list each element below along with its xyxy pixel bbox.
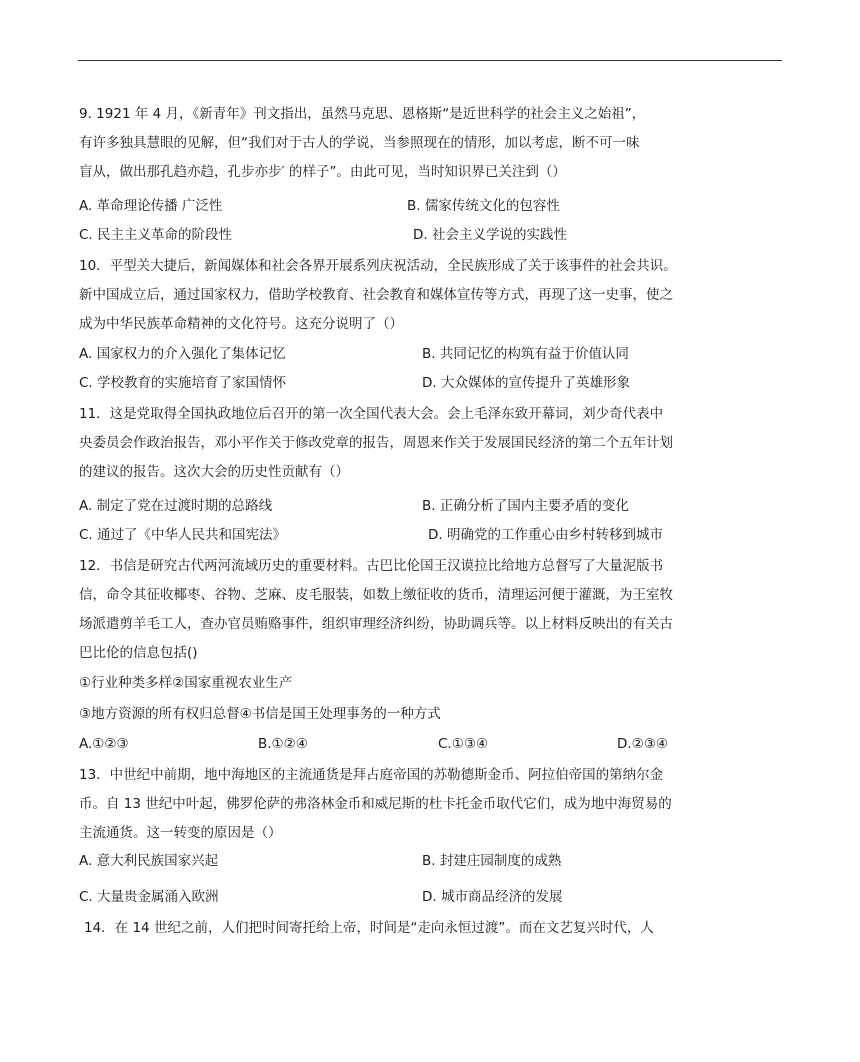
statement-line-2: ③地方资源的所有权归总督④书信是国王处理事务的一种方式: [79, 706, 441, 722]
option-d: D. 社会主义学说的实践性: [413, 227, 567, 243]
question-9-line-2: 有许多独具慧眼的见解，但“我们对于古人的学说，当参照现在的情形，加以考虑，断不可一味: [79, 135, 640, 151]
option-d: D. 城市商品经济的发展: [422, 889, 563, 905]
option-b: B.①②④: [258, 736, 308, 752]
option-a: A. 制定了党在过渡时期的总路线: [79, 498, 273, 514]
question-11-line-2: 央委员会作政治报告，邓小平作关于修改党章的报告，周恩来作关于发展国民经济的第二个五年计划: [79, 435, 673, 451]
question-12-line-1: 12．书信是研究古代两河流域历史的重要材料。古巴比伦国王汉谟拉比给地方总督写了大量泥版书: [79, 558, 664, 574]
option-c: C.①③④: [438, 736, 489, 752]
question-14-line-1: 14．在 14 世纪之前，人们把时间寄托给上帝，时间是“走向永恒过渡”。而在文艺复兴时代，人: [84, 920, 654, 936]
question-9-line-3: 盲从，做出那孔趋亦趋，孔步亦步′ 的样子”。由此可见，当时知识界已关注到（）: [79, 164, 566, 180]
option-a: A. 意大利民族国家兴起: [79, 853, 219, 869]
option-a: A.①②③: [79, 736, 129, 752]
option-c: C. 大量贵金属涌入欧洲: [79, 889, 219, 905]
option-c: C. 学校教育的实施培育了家国情怀: [79, 375, 287, 391]
question-13-line-1: 13．中世纪中前期，地中海地区的主流通货是拜占庭帝国的苏勒德斯金币、阿拉伯帝国的第纳尔金: [79, 767, 664, 783]
question-10-line-1: 10．平型关大捷后，新闻媒体和社会各界开展系列庆祝活动，全民族形成了关于该事件的社会共识。: [79, 258, 677, 274]
question-13-line-2: 币。自 13 世纪中叶起，佛罗伦萨的弗洛林金币和威尼斯的杜卡托金币取代它们，成为地中海贸易的: [79, 796, 672, 812]
question-10-line-2: 新中国成立后，通过国家权力，借助学校教育、社会教育和媒体宣传等方式，再现了这一史事，使之: [79, 287, 673, 303]
question-12-line-2: 信，命令其征收椰枣、谷物、芝麻、皮毛服装，如数上缴征收的货币，清理运河便于灌溉，为王室牧: [79, 587, 673, 603]
option-b: B. 封建庄园制度的成熟: [422, 853, 562, 869]
option-c: C. 民主主义革命的阶段性: [79, 227, 233, 243]
option-d: D. 大众媒体的宣传提升了英雄形象: [422, 375, 630, 391]
option-c: C. 通过了《中华人民共和国宪法》: [79, 527, 287, 543]
option-b: B. 共同记忆的构筑有益于价值认同: [422, 346, 629, 362]
question-12-line-4: 巴比伦的信息包括(): [79, 645, 198, 661]
statement-line-1: ①行业种类多样②国家重视农业生产: [79, 675, 293, 691]
question-11-line-3: 的建议的报告。这次大会的历史性贡献有（）: [79, 464, 349, 480]
option-b: B. 儒家传统文化的包容性: [407, 198, 560, 214]
option-a: A. 革命理论传播 广泛性: [79, 198, 223, 214]
option-b: B. 正确分析了国内主要矛盾的变化: [422, 498, 629, 514]
question-11-line-1: 11．这是党取得全国执政地位后召开的第一次全国代表大会。会上毛泽东致开幕词，刘少奇代表中: [79, 406, 664, 422]
question-13-line-3: 主流通货。这一转变的原因是（）: [79, 825, 282, 841]
header-rule: [78, 60, 782, 61]
question-10-line-3: 成为中华民族革命精神的文化符号。这充分说明了（）: [79, 316, 403, 332]
option-d: D.②③④: [617, 736, 668, 752]
question-12-line-3: 场派遣剪羊毛工人，查办官员贿赂事件，组织审理经济纠纷，协助调兵等。以上材料反映出的有关古: [79, 616, 673, 632]
question-9-line-1: 9. 1921 年 4 月，《新青年》刊文指出，虽然马克思、恩格斯“是近世科学的社会主义之始祖”，: [79, 106, 646, 122]
option-a: A. 国家权力的介入强化了集体记忆: [79, 346, 286, 362]
option-d: D. 明确党的工作重心由乡村转移到城市: [428, 527, 663, 543]
